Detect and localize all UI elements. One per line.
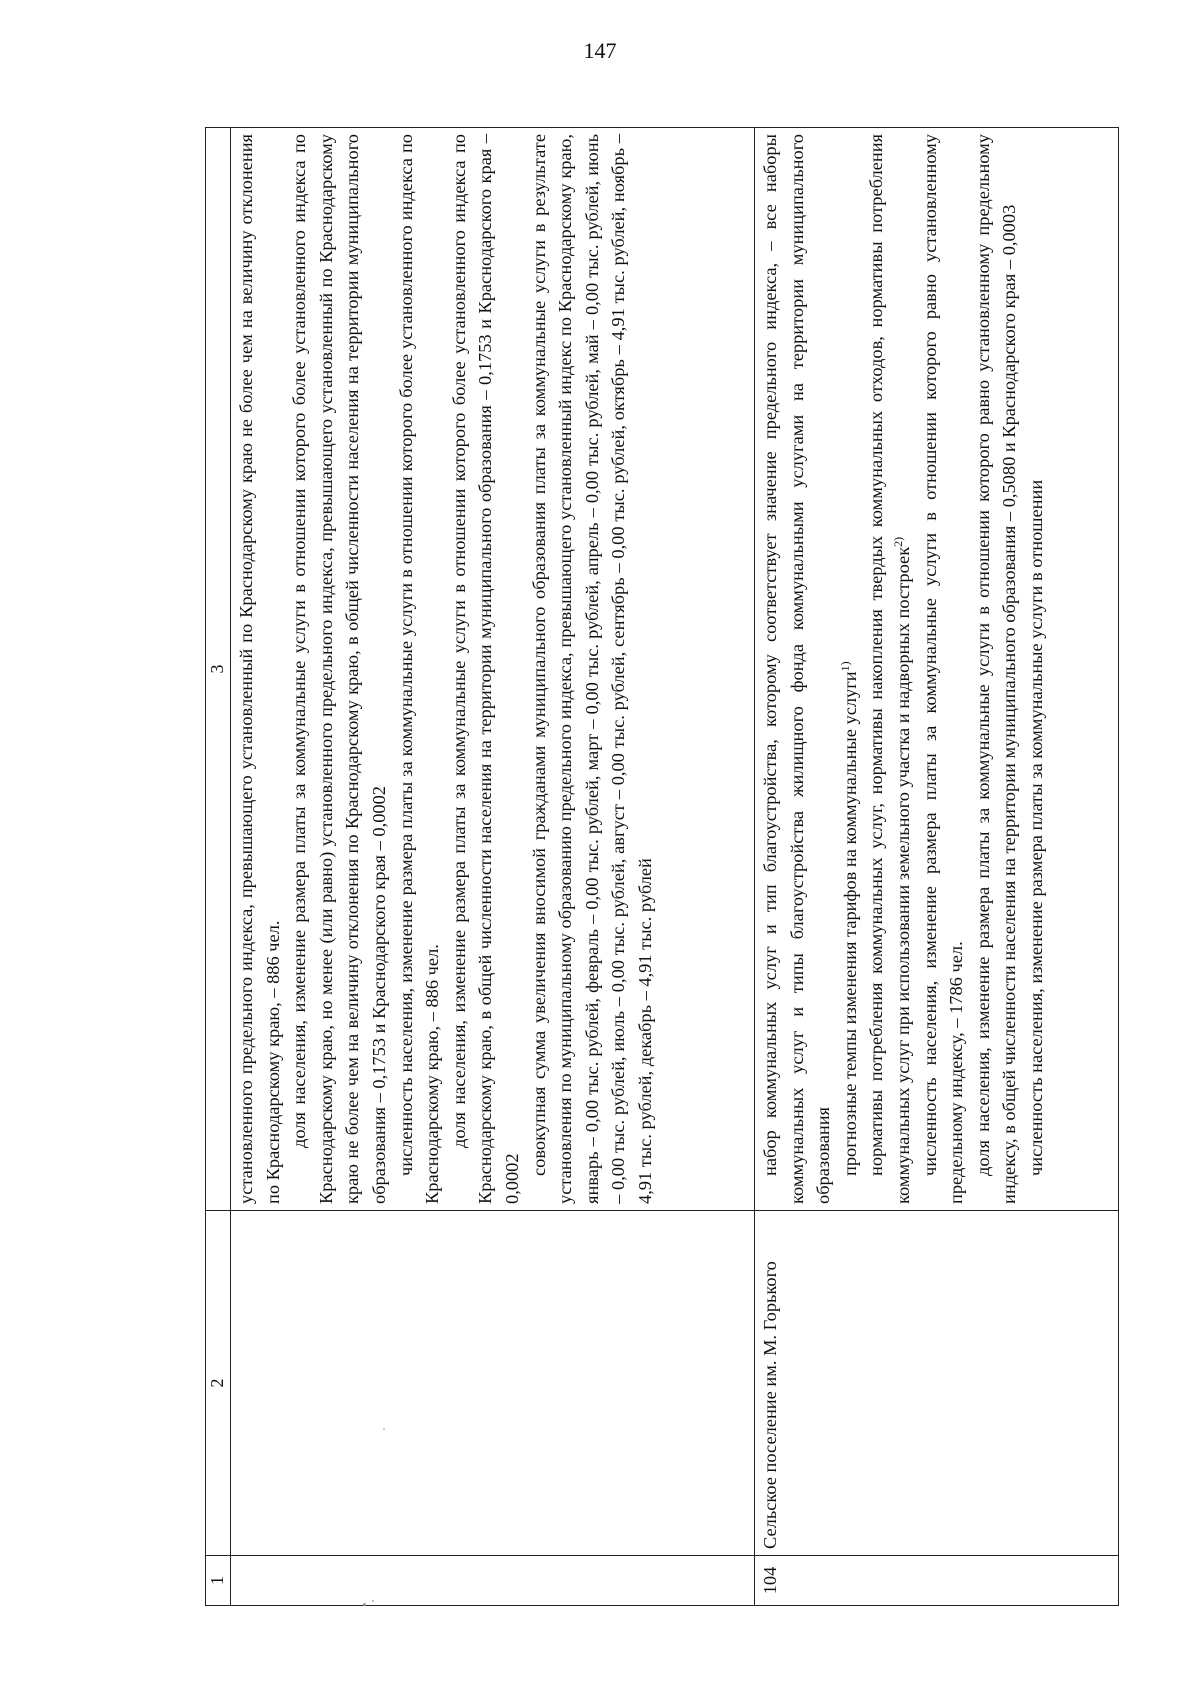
scan-speck xyxy=(363,1603,366,1606)
header-col-3: 3 xyxy=(206,128,231,1211)
row2-paragraph-3 xyxy=(863,134,916,1204)
row1-paragraph-1: установленного предельного индекса, превышающего установленный по Краснодарскому краю не более чем на величину отклонения по Краснодарскому краю, – 886 чел. xyxy=(236,134,283,1204)
row2-paragraph-2 xyxy=(837,134,864,1204)
row2-paragraph-1: набор коммунальных услуг и тип благоустройства, которому соответствует значение предельного индекса, – все наборы коммунальных услуг и типы благоустройства жилищного фонда коммунальными услугами на территории муниципального образования xyxy=(760,134,834,1204)
row1-number-cell xyxy=(231,1556,755,1606)
row1-name-cell xyxy=(231,1211,755,1556)
table-header-row xyxy=(206,128,231,1606)
row2-number-cell: 104 xyxy=(755,1556,1119,1606)
tariff-table xyxy=(205,127,1119,1606)
row1-paragraph-2: доля населения, изменение размера платы за коммунальные услуги в отношении которого более установленного индекса по Краснодарскому краю, но менее (или равно) установленного предельного индекса, превышающего установленный по Краснодарскому краю не более чем на величину отклонения по Краснодарскому краю, в общей численности населения на территории муниципального образования – 0,1753 и Краснодарского края – 0,0002 xyxy=(289,134,389,1204)
footnote-2-marker: 2) xyxy=(890,536,905,547)
table-row-continued xyxy=(231,128,755,1606)
table-row-104 xyxy=(755,128,1119,1606)
page-number: 147 xyxy=(583,38,617,63)
row1-description-cell xyxy=(231,128,755,1211)
scan-speck xyxy=(372,1600,374,1602)
scan-speck xyxy=(383,1428,385,1430)
row2-name-cell: Сельское поселение им. М. Горького xyxy=(755,1211,1119,1556)
footnote-1-marker: 1) xyxy=(837,661,852,672)
row1-paragraph-3: численность населения, изменение размера платы за коммунальные услуги в отношении которого более установленного индекса по Краснодарскому краю, – 886 чел. xyxy=(395,134,443,1204)
row2-paragraph-3-text: нормативы потребления коммунальных услуг, нормативы накопления твердых коммунальных отходов, нормативы потребления коммунальных услуг при использовании земельного участка и надворных построек xyxy=(866,134,913,1204)
rotated-table-wrapper xyxy=(205,128,1119,1606)
row2-description-cell xyxy=(755,128,1119,1211)
header-col-2: 2 xyxy=(206,1211,231,1556)
row2-paragraph-5: доля населения, изменение размера платы за коммунальные услуги в отношении которого равно установленному предельному индексу, в общей численности населения на территории муниципального образования – 0,5080 и Краснодарского края – 0,0003 xyxy=(972,134,1020,1204)
header-col-1: 1 xyxy=(206,1556,231,1606)
row2-paragraph-2-text: прогнозные темпы изменения тарифов на коммунальные услуги xyxy=(839,671,860,1176)
row2-paragraph-6: численность населения, изменение размера платы за коммунальные услуги в отношении xyxy=(1025,479,1046,1176)
rotated-table-frame xyxy=(205,128,1119,1606)
row1-paragraph-5: совокупная сумма увеличения вносимой гражданами муниципального образования платы за коммунальные услуги в результате установления по муниципальному образованию предельного индекса, превышающего установленный индекс по Краснодарскому краю, январь – 0,00 тыс. рублей, февраль – 0,00 тыс. рублей, март – 0,00 тыс. рублей, апрель – 0,00 тыс. рублей, май – 0,00 тыс. рублей, июнь – 0,00 тыс. рублей, июль – 0,00 тыс. рублей, август – 0,00 тыс. рублей, сентябрь – 0,00 тыс. рублей, октябрь – 4,91 тыс. рублей, ноябрь – 4,91 тыс. рублей, декабрь – 4,91 тыс. рублей xyxy=(528,134,655,1204)
row1-paragraph-4: доля населения, изменение размера платы за коммунальные услуги в отношении которого более установленного индекса по Краснодарскому краю, в общей численности населения на территории муниципального образования – 0,1753 и Краснодарского края – 0,0002 xyxy=(448,134,522,1204)
row2-paragraph-4: численность населения, изменение размера платы за коммунальные услуги в отношении которого равно установленному предельному индексу, – 1786 чел. xyxy=(919,134,967,1204)
